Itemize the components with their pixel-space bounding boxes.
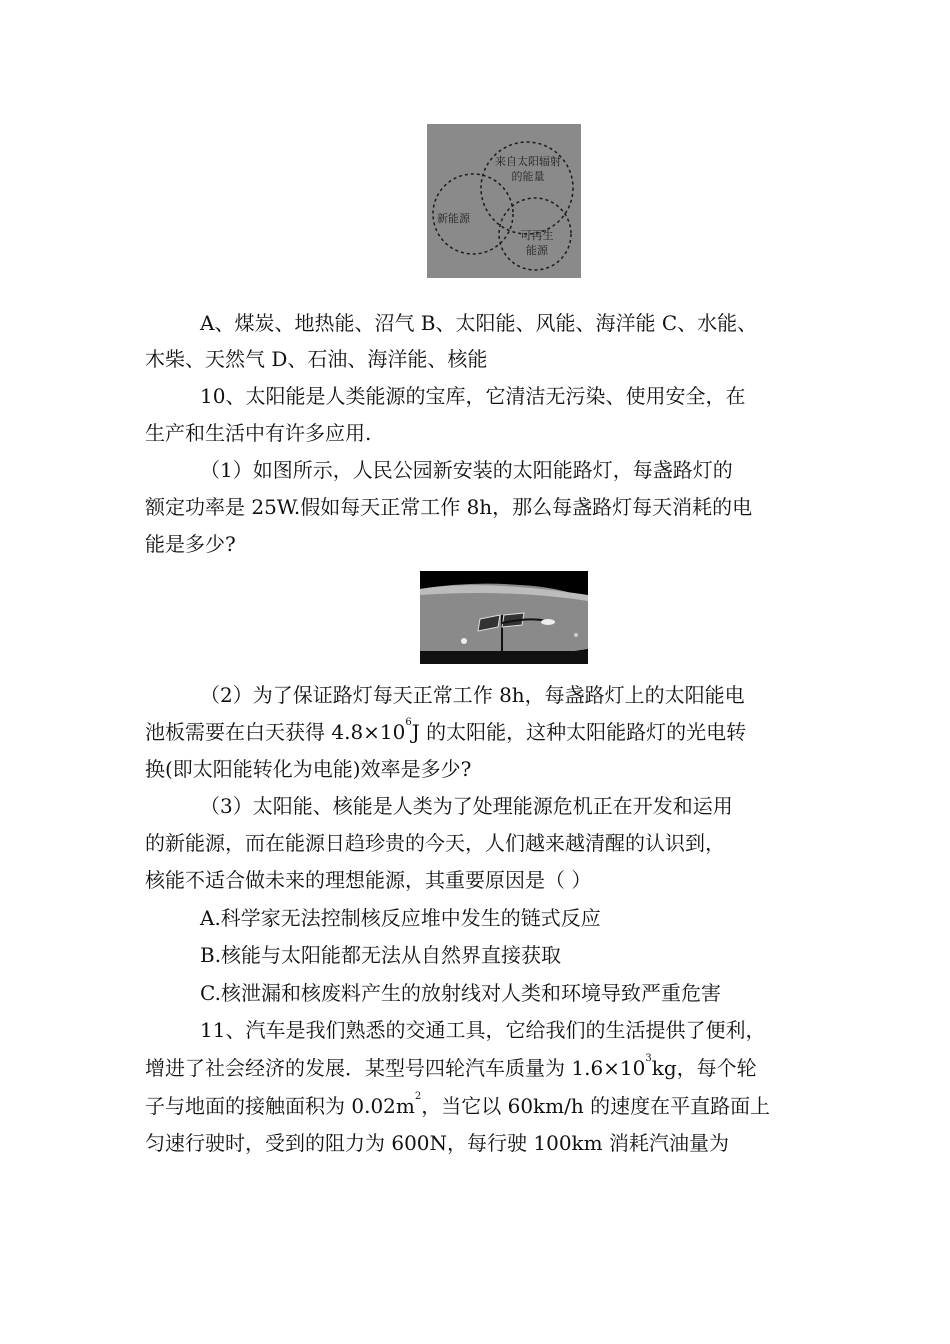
q11-line2 — [145, 1050, 757, 1086]
q11-line1: 11、汽车是我们熟悉的交通工具，它给我们的生活提供了便利， — [200, 1018, 766, 1042]
q10-option-c: C.核泄漏和核废料产生的放射线对人类和环境导致严重危害 — [200, 981, 721, 1005]
q11-area-exponent: 2 — [414, 1091, 422, 1102]
venn-label-solar: 来自太阳辐射的能量 — [495, 155, 561, 183]
venn-label-new-energy: 新能源 — [437, 212, 470, 225]
venn-svg — [427, 124, 581, 278]
q10-intro-line2: 生产和生活中有许多应用. — [145, 421, 372, 445]
q11-line2-a: 增进了社会经济的发展．某型号四轮汽车质量为 1.6×10 — [145, 1056, 646, 1080]
q10-part1-line3: 能是多少? — [145, 532, 236, 556]
q10-part2-line2-a: 池板需要在白天获得 4.8×10 — [145, 720, 406, 744]
q10-part2-exponent: 6 — [405, 717, 412, 728]
q11-line2-b: kg，每个轮 — [651, 1056, 757, 1080]
photo-svg — [420, 571, 588, 664]
q10-part1-line2: 额定功率是 25W.假如每天正常工作 8h，那么每盏路灯每天消耗的电 — [145, 495, 753, 519]
q9-options-line2: 木柴、天然气 D、石油、海洋能、核能 — [145, 347, 488, 371]
q10-part2-line2-b: J 的太阳能，这种太阳能路灯的光电转 — [411, 720, 747, 744]
q10-part3-line2: 的新能源，而在能源日趋珍贵的今天，人们越来越清醒的认识到， — [145, 831, 725, 855]
q10-part1-line1: （1）如图所示，人民公园新安装的太阳能路灯，每盏路灯的 — [200, 458, 733, 482]
q10-intro-line1: 10、太阳能是人类能源的宝库，它清洁无污染、使用安全，在 — [200, 384, 746, 408]
q10-option-a: A.科学家无法控制核反应堆中发生的链式反应 — [200, 906, 601, 930]
solar-street-light-photo — [420, 571, 588, 664]
q11-line3-a: 子与地面的接触面积为 0.02m — [145, 1094, 415, 1118]
q11-line4: 匀速行驶时，受到的阻力为 600N，每行驶 100km 消耗汽油量为 — [145, 1131, 730, 1155]
q10-part2-line2 — [145, 714, 746, 750]
q9-options-line1: A、煤炭、地热能、沼气 B、太阳能、风能、海洋能 C、水能、 — [200, 311, 758, 335]
q11-line3 — [145, 1088, 770, 1124]
venn-diagram — [427, 124, 581, 278]
q10-option-b: B.核能与太阳能都无法从自然界直接获取 — [200, 943, 562, 967]
q10-part3-line3: 核能不适合做未来的理想能源，其重要原因是（ ） — [145, 868, 592, 892]
q11-mass-exponent: 3 — [645, 1053, 652, 1064]
q10-part2-line3: 换(即太阳能转化为电能)效率是多少? — [145, 757, 472, 781]
q10-part3-line1: （3）太阳能、核能是人类为了处理能源危机正在开发和运用 — [200, 794, 733, 818]
q11-line3-b: ，当它以 60km/h 的速度在平直路面上 — [421, 1094, 771, 1118]
venn-label-renewable: 可再生能源 — [520, 229, 554, 257]
q10-part2-line1: （2）为了保证路灯每天正常工作 8h，每盏路灯上的太阳能电 — [200, 683, 745, 707]
